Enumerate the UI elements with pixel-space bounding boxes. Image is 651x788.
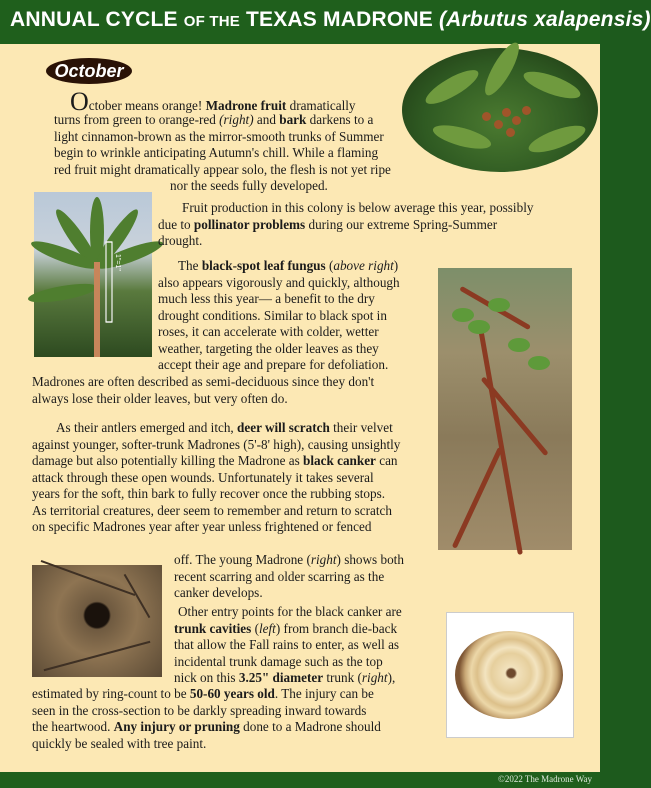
header-bar bbox=[0, 0, 651, 44]
paragraph-deer: As their antlers emerged and itch, deer will scratch their velvet against younger, softer-trunk Madrones (5'-8' high), causing unsightly damage but also potentially killing the Madrone as black canker can attack through these open wounds. Unfortunately it takes several years for the soft, thin bark to fully recover once the rubbing stops. As territorial creatures, deer seem to remember and return to scratch on specific Madrones year after year unless frightened or fenced bbox=[32, 420, 401, 534]
paragraph-black-spot: The black-spot leaf fungus (above right) also appears vigorously and quickly, although much less this year— a benefit to the dry drought conditions. Similar to black spot in roses, it can accelerate with colder, wetter weather, targeting the older leaves as they accept their age and prepare for defoliation. bbox=[158, 258, 400, 372]
paragraph-fruit: October means orange! Madrone fruit dramatically bbox=[70, 87, 356, 116]
scale-bar-icon bbox=[34, 192, 152, 357]
footer-bar bbox=[0, 772, 600, 788]
page: ANNUAL CYCLE OF THE TEXAS MADRONE (Arbutus xalapensis) October 1"=1" October means orange! Madrone fruit dramatically turns from green to orange-red (right) and bark darkens to a light cinnamon-brown as the mirror-smooth trunks of Summer begin to wrinkle anticipating Autumn's chill. While a flaming red fruit might dramatically appear solo, the flesh is not yet ripe nor the seeds fully developed. Fruit production in this colony is below average this year, possibly due to pollinator problems during our extreme Spring-Summer drought. The black-spot leaf fungus (above right) also appears vigorously and quickly, although much less this year— a benefit to the dry drought conditions. Similar to black spot in roses, it can accelerate with colder, wetter weather, targeting the older leaves as they accept their age and prepare for defoliation. Madrones are often described as semi-deciduous since they don't always lose their older leaves, but very often do. As their antlers emerged and itch, deer will scratch their velvet against younger, softer-trunk Madrones (5'-8' high), causing unsightly damage but also potentially killing the Madrone as black canker can attack through these open wounds. Unfortunately it takes several years for the soft, thin bark to fully recover once the rubbing stops. As territorial creatures, deer seem to remember and return to scratch on specific Madrones year after year unless frightened or fenced off. The young Madrone (right) shows both recent scarring and older scarring as the canker develops. Other entry points for the black canker are trunk cavities (left) from branch die-back that allow the Fall rains to enter, as well as incidental trunk damage such as the top nick on this 3.25" diameter trunk (right), estimated by ring-count to be 50-60 years old. The injury can be seen in the cross-section to be darkly spreading inward towards the heartwood. Any injury or pruning done to a Madrone should quickly be sealed with tree paint. ©2022 The Madrone Way bbox=[0, 0, 600, 788]
copyright: ©2022 The Madrone Way bbox=[497, 774, 592, 784]
paragraph-canker: Other entry points for the black canker are trunk cavities (left) from branch die-back that allow the Fall rains to enter, as well as incidental trunk damage such as the top nick on this 3.25" diameter trunk (right), bbox=[174, 604, 402, 685]
trunk-cross-section-photo bbox=[446, 612, 574, 738]
black-spot-leaf-photo bbox=[34, 192, 152, 357]
paragraph-pollinator: Fruit production in this colony is below average this year, possibly due to pollinator problems during our extreme Spring-Summer drought. bbox=[158, 200, 534, 248]
madrone-fruit-photo bbox=[402, 48, 598, 172]
deer-scratch-photo bbox=[438, 268, 572, 550]
month-badge: October bbox=[46, 58, 132, 84]
page-title: ANNUAL CYCLE OF THE TEXAS MADRONE (Arbutus xalapensis) bbox=[10, 8, 651, 31]
trunk-cavity-photo bbox=[32, 565, 162, 677]
scale-label: 1"=1" bbox=[114, 254, 121, 271]
